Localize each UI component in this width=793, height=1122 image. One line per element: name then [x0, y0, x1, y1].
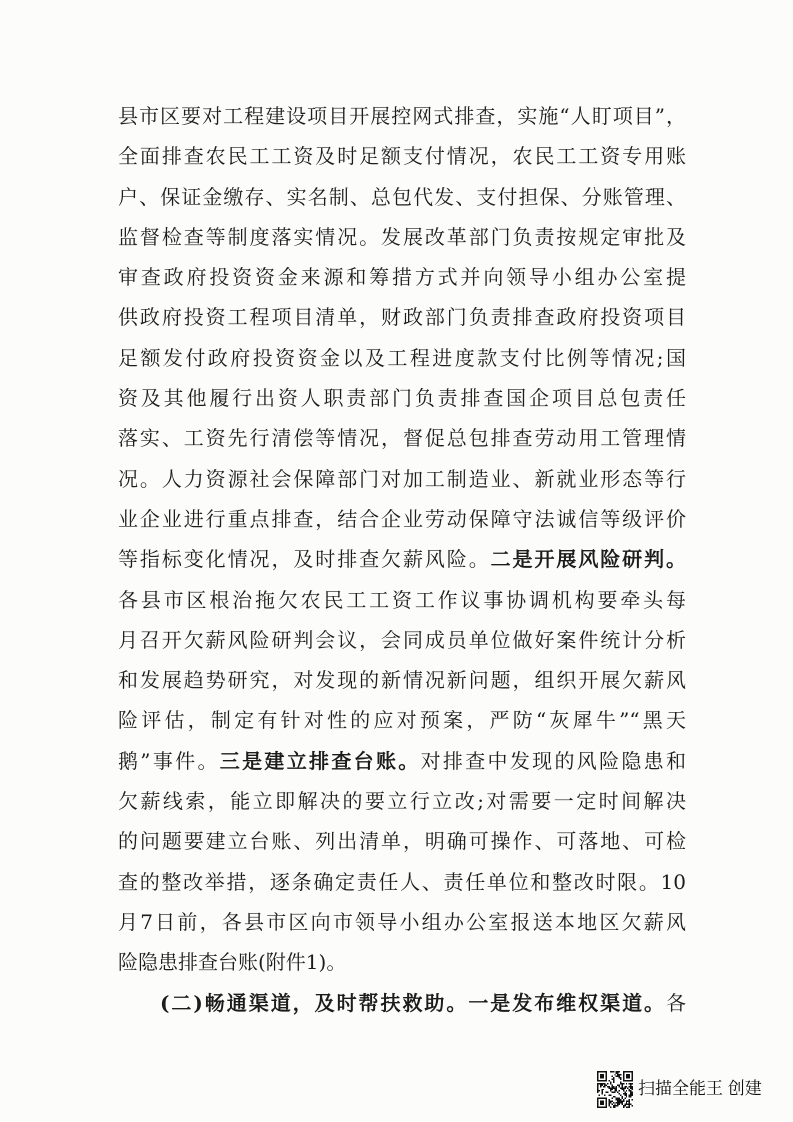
- line-text: 险评估，制定有针对性的应对预案，严防“灰犀牛”“黑天: [118, 708, 686, 733]
- line-text: 查的整改举措，逐条确定责任人、责任单位和整改时限。10: [118, 869, 686, 894]
- line-text: 对排查中发现的风险隐患和: [420, 748, 686, 773]
- emphasis-text: 二是开展风险研判。: [490, 547, 686, 572]
- line-text: 的问题要建立台账、列出清单，明确可操作、可落地、可检: [118, 829, 686, 854]
- line-text: 月召开欠薪风险研判会议，会同成员单位做好案件统计分析: [118, 627, 686, 652]
- text-line-7: [118, 338, 686, 378]
- line-text: 落实、工资先行清偿等情况，督促总包排查劳动用工管理情: [118, 426, 686, 451]
- text-line-15: [118, 660, 686, 700]
- text-line-9: [118, 418, 686, 458]
- line-text: 鹅”事件。: [118, 748, 220, 773]
- line-text: 和发展趋势研究，对发现的新情况新问题，组织开展欠薪风: [118, 668, 686, 693]
- text-line-5: [118, 257, 686, 297]
- line-text: 险隐患排查台账(附件1)。: [118, 950, 347, 975]
- text-line-11: [118, 499, 686, 539]
- text-line-20: [118, 862, 686, 902]
- line-text: 户、保证金缴存、实名制、总包代发、支付担保、分账管理、: [118, 184, 686, 209]
- line-text: 资及其他履行出资人职责部门负责排查国企项目总包责任: [118, 386, 686, 411]
- section-heading: (二)畅通渠道，及时帮扶救助。: [160, 991, 469, 1015]
- qr-code-icon: [597, 1071, 633, 1108]
- text-line-3: [118, 177, 686, 217]
- text-line-2: [118, 136, 686, 176]
- line-text: 供政府投资工程项目清单，财政部门负责排查政府投资项目: [118, 305, 686, 330]
- text-line-8: [118, 378, 686, 418]
- text-line-10: [118, 459, 686, 499]
- document-body: [118, 96, 686, 983]
- line-text: 况。人力资源社会保障部门对加工制造业、新就业形态等行: [118, 466, 686, 491]
- text-line-14: [118, 620, 686, 660]
- text-line-18: [118, 781, 686, 821]
- line-text: 县市区要对工程建设项目开展控网式排查，实施“人盯项目”，: [118, 104, 686, 128]
- text-line-16: [118, 700, 686, 740]
- line-text: 欠薪线索，能立即解决的要立行立改;对需要一定时间解决: [118, 789, 686, 814]
- text-line-6: [118, 297, 686, 337]
- scanner-footer: [597, 1071, 777, 1109]
- line-text: 等指标变化情况，及时排查欠薪风险。: [118, 547, 491, 572]
- text-line-21: [118, 902, 686, 942]
- emphasis-text: 三是建立排查台账。: [219, 748, 421, 773]
- line-text: 全面排查农民工工资及时足额支付情况，农民工工资专用账: [118, 144, 686, 169]
- text-line-12: [118, 539, 686, 579]
- section-heading-line: [118, 983, 686, 1023]
- line-text: 各: [666, 991, 686, 1015]
- line-text: 各县市区根治拖欠农民工工资工作议事协调机构要牵头每: [118, 587, 686, 612]
- text-line-13: [118, 580, 686, 620]
- emphasis-text: 一是发布维权渠道。: [468, 991, 666, 1015]
- line-text: 足额发付政府投资资金以及工程进度款支付比例等情况;国: [118, 345, 686, 370]
- text-line-4: [118, 217, 686, 257]
- line-text: 审查政府投资资金来源和筹措方式并向领导小组办公室提: [118, 265, 686, 290]
- line-text: 监督检查等制度落实情况。发展改革部门负责按规定审批及: [118, 224, 686, 249]
- text-line-22: [118, 942, 686, 982]
- text-line-17: [118, 741, 686, 781]
- text-line-1: [118, 96, 686, 136]
- line-text: 业企业进行重点排查，结合企业劳动保障守法诚信等级评价: [118, 506, 686, 531]
- scanner-credit: 扫描全能王 创建: [638, 1079, 762, 1098]
- line-text: 月7日前，各县市区向市领导小组办公室报送本地区欠薪风: [118, 909, 686, 934]
- text-line-19: [118, 821, 686, 861]
